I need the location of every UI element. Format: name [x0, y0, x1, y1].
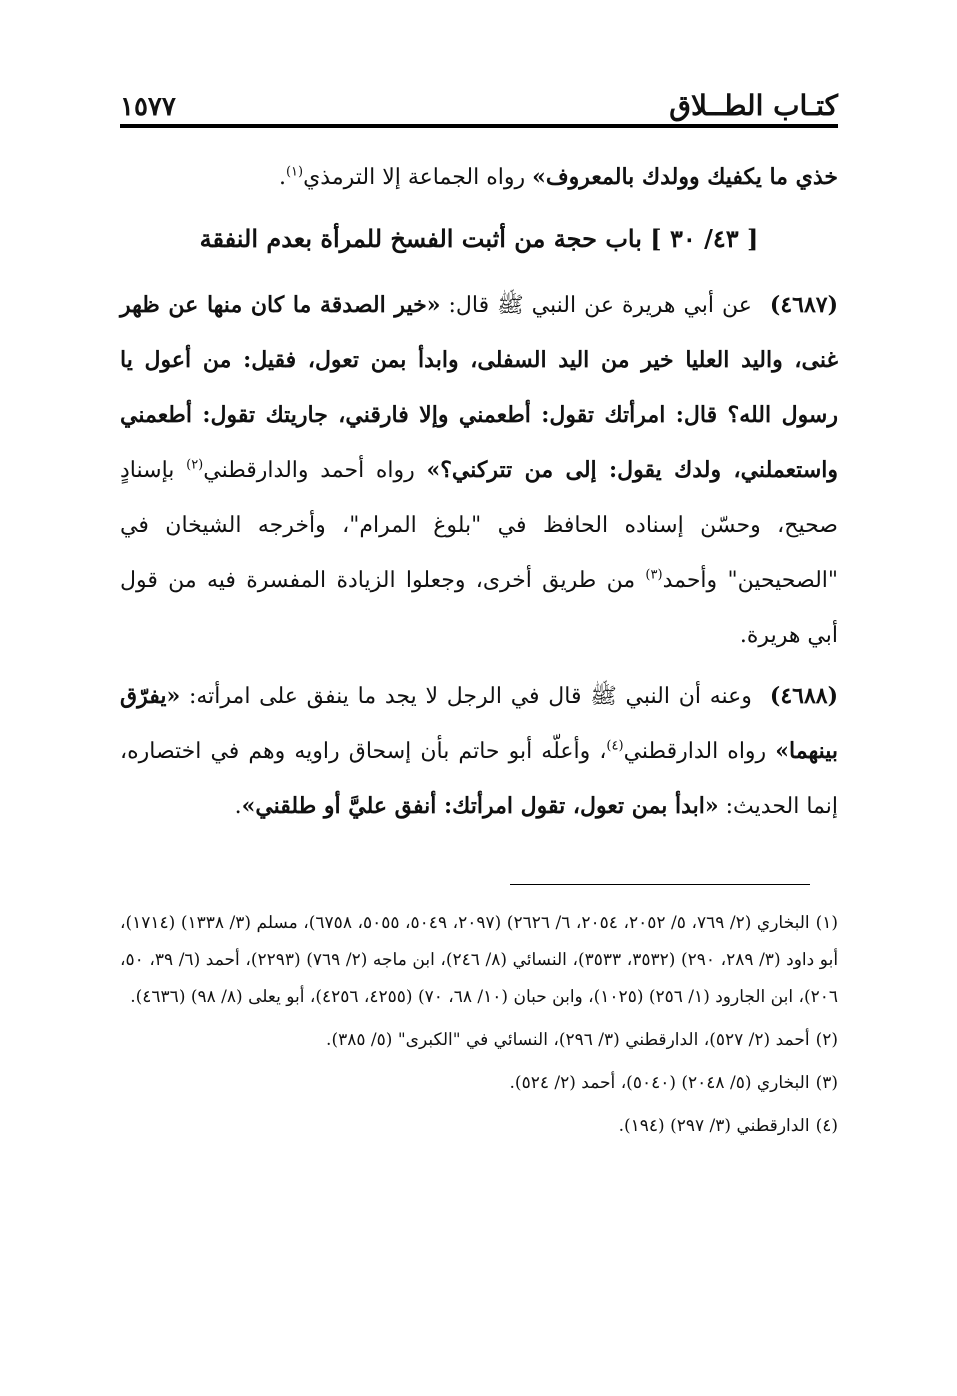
page-header — [120, 78, 838, 122]
hadith-text: ، وأعلّه أبو حاتم بأن إسحاق راويه وهم في اختصاره، إنما الحديث: — [120, 739, 838, 819]
header-rule — [120, 124, 838, 128]
footnote-3 — [120, 1065, 838, 1102]
hadith-intro: وعنه أن النبي ﷺ قال في الرجل لا يجد ما ينفق على امرأته: — [180, 684, 752, 709]
footnote-ref-3[interactable]: (٣) — [645, 567, 663, 583]
footnote-label: (٤) — [815, 1116, 838, 1136]
footnote-1 — [120, 905, 838, 1016]
hadith-quote: «خير الصدقة ما كان منها عن ظهر غنى، واليد العليا خير من اليد السفلى، وابدأ بمن تعول، فقيل: من أعول يا رسول الله؟ قال: امرأتك تقول: أطعمني وإلا فارقني، جاريتك تقول: أطعمني واستعملني، ولدك يقول: إلى من تتركني؟» — [120, 292, 838, 483]
footnote-separator — [510, 884, 810, 885]
hadith-text: رواه أحمد والدارقطني — [203, 458, 427, 483]
footnote-label: (٢) — [815, 1030, 838, 1050]
hadith-intro: عن أبي هريرة عن النبي ﷺ قال: — [440, 293, 752, 318]
hadith-number: (٤٦٨٨) — [769, 683, 838, 709]
hadith-text: رواه الدارقطني — [623, 739, 776, 764]
chapter-title: كتـاب الطــلاق — [669, 89, 838, 122]
footnotes — [120, 905, 838, 1151]
footnote-4 — [120, 1108, 838, 1145]
footnote-ref-1[interactable]: (١) — [285, 164, 304, 180]
continuation-text: رواه الجماعة إلا الترمذي — [303, 165, 533, 190]
footnote-text: الدارقطني (٣/ ٢٩٧) (١٩٤). — [618, 1116, 810, 1136]
page-number: ١٥٧٧ — [120, 92, 176, 122]
hadith-quote: «ابدأ بمن تعول، تقول امرأتك: أنفق عليَّ أو طلقني» — [241, 793, 719, 819]
continuation-end: . — [278, 165, 286, 190]
footnote-ref-2[interactable]: (٢) — [186, 457, 204, 473]
hadith-4687 — [120, 278, 838, 663]
footnote-text: البخاري (٥/ ٢٠٤٨) (٥٠٤٠)، أحمد (٢/ ٥٢٤). — [509, 1073, 810, 1093]
footnote-ref-4[interactable]: (٤) — [606, 738, 624, 754]
footnote-label: (٣) — [815, 1073, 838, 1093]
continuation-paragraph — [120, 150, 838, 205]
main-text — [120, 150, 838, 834]
footnote-2 — [120, 1022, 838, 1059]
continuation-quote: خذي ما يكفيك وولدك بالمعروف» — [532, 164, 838, 190]
section-heading: [ ٤٣/ ٣٠ ] باب حجة من أثبت الفسخ للمرأة بعدم النفقة — [199, 224, 759, 253]
footnote-text: البخاري (٢/ ٧٦٩، ٥/ ٢٠٥٢، ٢٠٥٤، ٦/ ٢٦٢٦) (٢٠٩٧، ٥٠٤٩، ٥٠٥٥، ٦٧٥٨)، مسلم (٣/ ١٣٣٨) (١٧١٤)، أبو داود (٣/ ٢٨٩، ٢٩٠) (٣٥٣٢، ٣٥٣٣)، النسائي (٨/ ٢٤٦)، ابن ماجه (٢/ ٧٦٩) (٢٢٩٣)، أحمد (٦/ ٣٩، ٥٠، ٢٠٦)، ابن الجارود (١/ ٢٥٦) (١٠٢٥)، وابن حبان (١٠/ ٦٨، ٧٠) (٤٢٥٥، ٤٢٥٦)، أبو يعلى (٨/ ٩٨) (٤٦٣٦). — [120, 913, 839, 1007]
footnote-label: (١) — [815, 913, 839, 933]
hadith-text: من طريق أخرى، وجعلوا الزيادة المفسرة فيه من قول أبي هريرة. — [120, 568, 838, 648]
hadith-end: . — [234, 794, 242, 819]
hadith-number: (٤٦٨٧) — [769, 292, 838, 318]
footnote-text: أحمد (٢/ ٥٢٧)، الدارقطني (٣/ ٢٩٦)، النسائي في "الكبرى" (٥/ ٣٨٥). — [326, 1030, 810, 1050]
hadith-quote: «يفرّق بينهما» — [120, 683, 838, 764]
hadith-4688 — [120, 669, 838, 834]
hadith-text: بإسنادٍ صحيح، وحسّن إسناده الحافظ في "بلوغ المرام"، وأخرجه الشيخان في "الصحيحين" وأحمد — [120, 458, 839, 593]
